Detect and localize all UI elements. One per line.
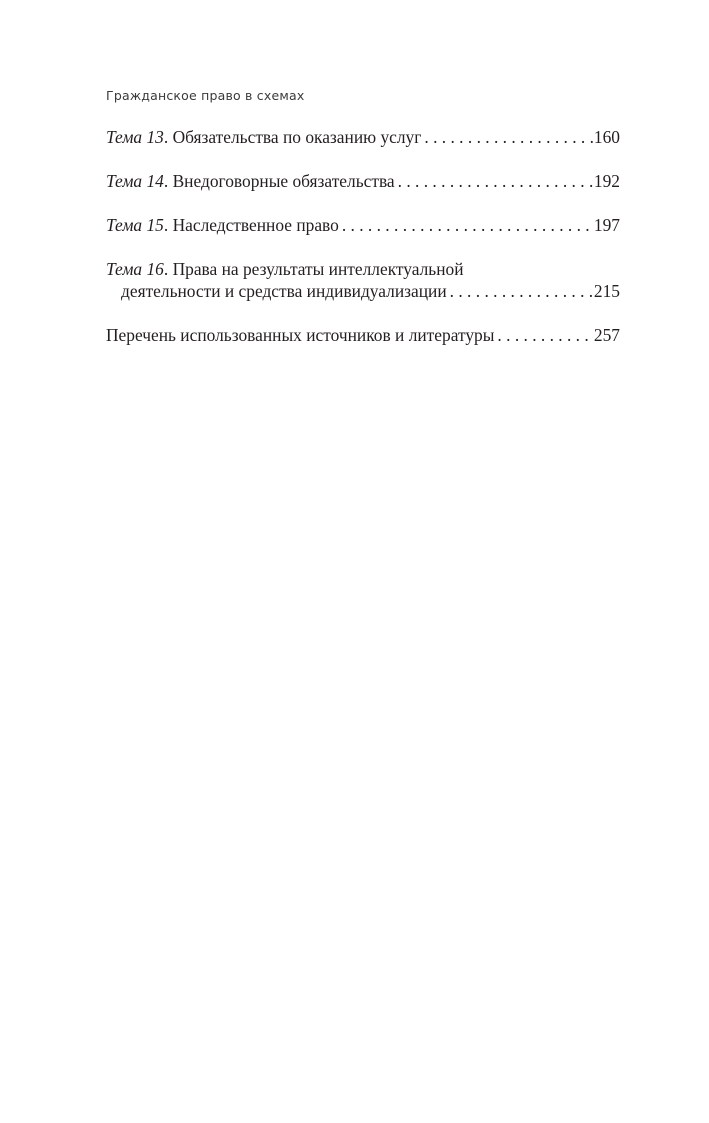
toc-page-number: 192 — [593, 171, 620, 191]
toc-page-number: 215 — [593, 281, 620, 301]
toc-line — [106, 258, 620, 280]
toc-line — [106, 170, 620, 192]
toc-page-number: 257 — [593, 325, 620, 345]
toc-entry-prefix: Тема 13 — [106, 127, 164, 147]
toc-entry-prefix: Тема 14 — [106, 171, 164, 191]
dot-leader — [342, 214, 593, 236]
toc-line-continuation — [106, 280, 620, 302]
toc-entry-prefix: Тема 15 — [106, 215, 164, 235]
toc-entry-topic-16[interactable] — [106, 258, 620, 302]
toc-entry-topic-13[interactable] — [106, 126, 620, 148]
toc-line — [106, 324, 620, 346]
table-of-contents — [106, 126, 620, 368]
toc-entry-title: . Обязательства по оказанию услуг — [163, 127, 422, 147]
dot-leader — [450, 280, 593, 302]
toc-page-number: 160 — [593, 127, 620, 147]
toc-entry-sources[interactable] — [106, 324, 620, 346]
toc-page-number: 197 — [593, 215, 620, 235]
toc-entry-topic-14[interactable] — [106, 170, 620, 192]
toc-entry-topic-15[interactable] — [106, 214, 620, 236]
toc-entry-prefix: Тема 16 — [106, 259, 164, 279]
toc-entry-title: Перечень использованных источников и литературы — [106, 325, 495, 345]
dot-leader — [424, 126, 593, 148]
toc-entry-title: . Наследственное право — [163, 215, 339, 235]
toc-entry-title-continued: деятельности и средства индивидуализации — [121, 281, 447, 301]
toc-entry-title: . Права на результаты интеллектуальной — [163, 259, 464, 279]
toc-entry-title: . Внедоговорные обязательства — [163, 171, 395, 191]
toc-line — [106, 126, 620, 148]
dot-leader — [497, 324, 592, 346]
running-header: Гражданское право в схемах — [106, 88, 305, 103]
dot-leader — [398, 170, 593, 192]
toc-line — [106, 214, 620, 236]
